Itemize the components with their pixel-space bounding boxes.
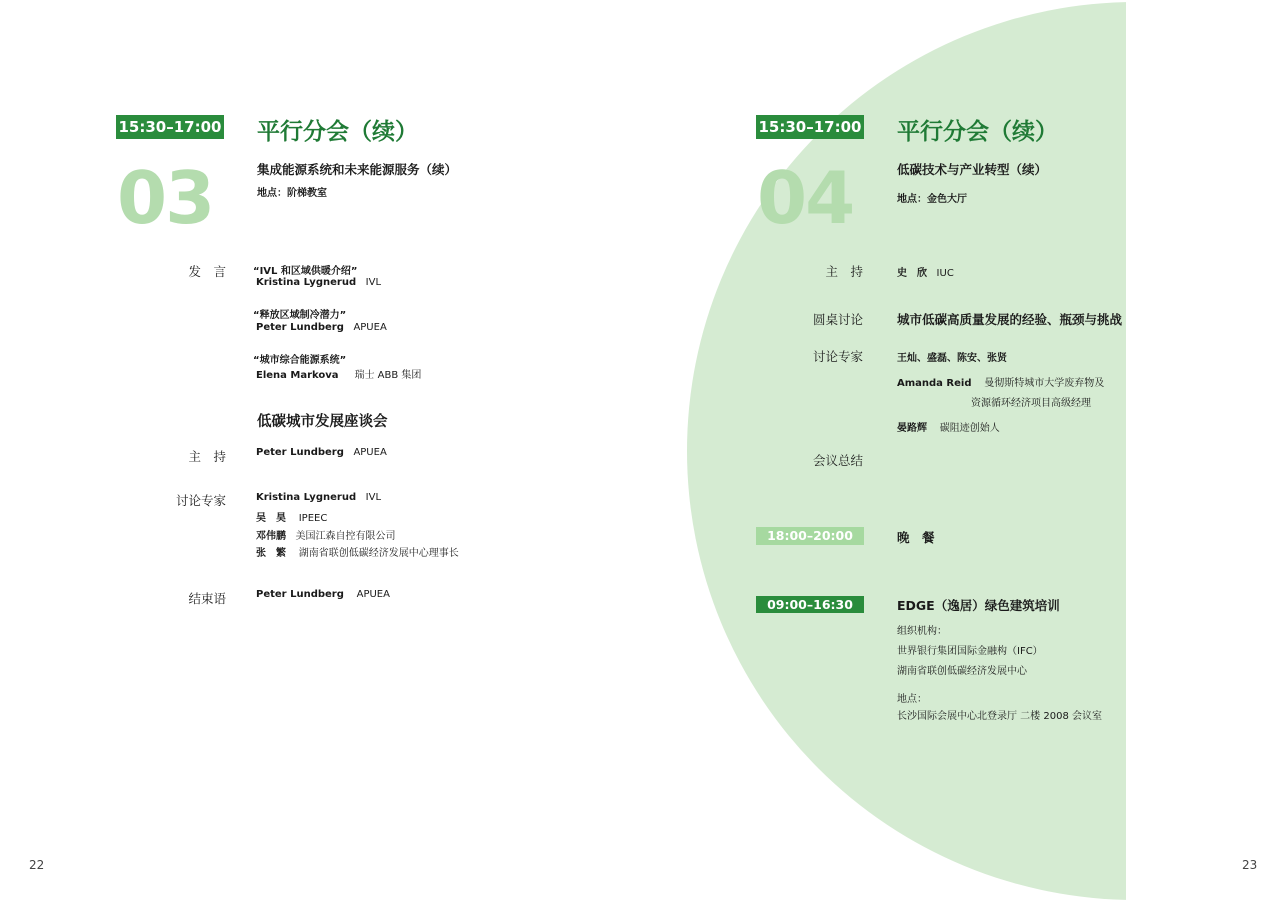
host-org: IUC [936,268,954,279]
host-entry [897,264,954,279]
host-org: APUEA [353,447,387,458]
panel-label: 讨论专家 [175,493,226,508]
organizer-label: 组织机构： [897,626,947,637]
round-label: 圆桌讨论 [812,312,863,327]
right-margin [1126,0,1280,904]
talk-title: “IVL 和区域供暖介绍” [253,266,358,277]
edge-title: EDGE（逸居）绿色建筑培训 [897,598,1060,613]
panelist-name: 吴 昊 [256,513,286,524]
panel-entry [256,509,327,524]
place-label: 地点： [897,694,927,705]
talk-title: “城市综合能源系统” [253,355,347,366]
talk-speaker [256,366,421,381]
panelist-org-line2: 资源循环经济项目高级经理 [971,398,1091,409]
time-badge: 15:30–17:00 [756,115,864,139]
host-entry [256,447,387,458]
speaker-name: Peter Lundberg [256,322,344,333]
round-title: 城市低碳高质量发展的经验、瓶颈与挑战 [897,312,1123,327]
panel-entry [897,374,1104,389]
page-number-left: 22 [29,858,45,872]
host-name: 史 欣 [897,268,927,279]
session-subtitle: 低碳技术与产业转型（续） [897,162,1048,177]
talk-speaker [256,277,381,288]
speak-label: 发 言 [188,264,226,279]
organizer-item: 湖南省联创低碳经济发展中心 [897,666,1027,677]
session-number: 04 [757,156,854,240]
speaker-org: IVL [365,277,382,288]
dinner-time-badge: 18:00–20:00 [756,527,864,545]
session-subtitle: 集成能源系统和未来能源服务（续） [257,162,458,177]
panel-label: 讨论专家 [812,349,863,364]
speaker-org: 瑞士 ABB 集团 [354,370,422,381]
panelist-org: 碳阻迹创始人 [939,423,1000,434]
panelist-name: 邓伟鹏 [256,531,286,542]
panelist-org: IPEEC [298,513,328,524]
panel-names: 王灿、盛磊、陈安、张贤 [897,353,1007,364]
closing-label: 结束语 [188,591,226,606]
panel-entry [897,419,1000,434]
host-label: 主 持 [825,264,863,279]
page-number-right: 23 [1242,858,1258,872]
host-label: 主 持 [188,449,226,464]
talk-speaker [256,322,387,333]
panelist-org: 湖南省联创低碳经济发展中心理事长 [298,548,459,559]
closing-entry [256,589,390,600]
panel-entry [256,544,459,559]
time-badge: 15:30–17:00 [116,115,224,139]
panel-entry [256,527,396,542]
session-location: 地点：阶梯教室 [257,188,327,199]
panelist-org: 美国江森自控有限公司 [295,531,396,542]
panelist-name: Kristina Lygnerud [256,492,357,503]
closing-name: Peter Lundberg [256,589,344,600]
panelist-org: 曼彻斯特城市大学废弃物及 [984,378,1105,389]
session-title: 平行分会（续） [257,119,418,145]
panelist-org: IVL [365,492,382,503]
speaker-name: Elena Markova [256,370,339,381]
forum-title: 低碳城市发展座谈会 [257,414,388,430]
speaker-org: APUEA [353,322,387,333]
talk-title: “释放区域制冷潜力” [253,310,347,321]
edge-time-badge: 09:00–16:30 [756,596,864,613]
place-text: 长沙国际会展中心北登录厅 二楼 2008 会议室 [897,711,1102,722]
panelist-name: Amanda Reid [897,378,972,389]
organizer-item: 世界银行集团国际金融构（IFC） [897,646,1043,657]
session-number: 03 [117,156,214,240]
host-name: Peter Lundberg [256,447,344,458]
panel-entry [256,492,381,503]
session-location: 地点：金色大厅 [897,194,967,205]
panelist-name: 张 繁 [256,548,286,559]
dinner-label: 晚 餐 [897,530,935,545]
session-title: 平行分会（续） [897,119,1058,145]
panelist-name: 晏路辉 [897,423,927,434]
speaker-name: Kristina Lygnerud [256,277,357,288]
summary-label: 会议总结 [812,453,863,468]
closing-org: APUEA [356,589,390,600]
